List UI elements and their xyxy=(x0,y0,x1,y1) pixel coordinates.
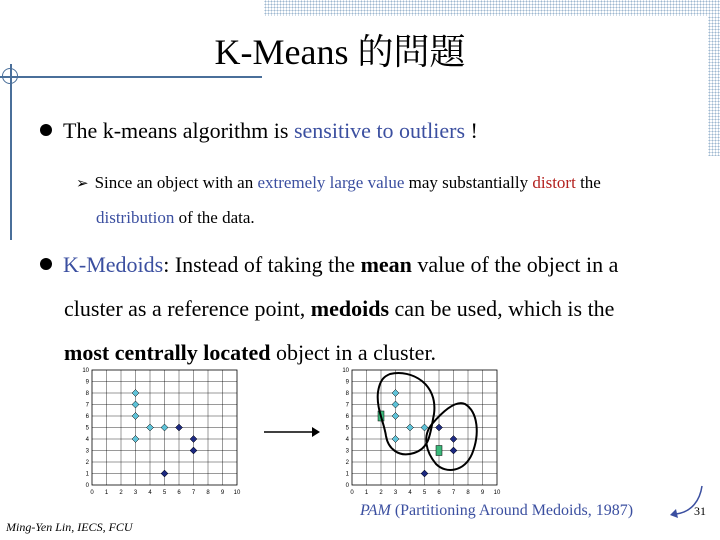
x-tick-label: 0 xyxy=(350,490,354,496)
x-tick-label: 1 xyxy=(364,490,369,496)
y-tick-label: 1 xyxy=(345,471,349,478)
bullet-1-pre: The k-means algorithm is xyxy=(63,118,294,143)
y-tick-label: 10 xyxy=(82,368,89,374)
sub-t3: the xyxy=(575,173,601,192)
x-tick-label: 5 xyxy=(162,490,167,496)
bullet-dot xyxy=(40,124,52,136)
sub-em1: extremely large value xyxy=(257,173,405,192)
y-tick-label: 4 xyxy=(345,437,349,443)
bullet-2-line3b: object in a cluster. xyxy=(270,340,437,365)
bullet-2-line-2 xyxy=(40,287,690,331)
cluster-outlines xyxy=(340,364,540,500)
bullet-2-b2: medoids xyxy=(310,296,390,321)
y-tick-label: 7 xyxy=(85,402,89,409)
arrow-bullet-icon: ➢ xyxy=(76,176,89,192)
figure-caption xyxy=(360,502,633,520)
sub-line-2 xyxy=(76,201,706,235)
y-tick-label: 9 xyxy=(345,379,349,386)
y-tick-label: 2 xyxy=(85,460,89,466)
y-tick-label: 1 xyxy=(85,471,89,478)
sub-t4: of the data. xyxy=(174,208,255,227)
page-number: 31 xyxy=(694,504,706,518)
dotted-side-band xyxy=(708,16,720,156)
x-tick-label: 6 xyxy=(437,490,441,496)
caption-rest: (Partitioning Around Medoids, 1987) xyxy=(390,502,634,519)
x-tick-label: 4 xyxy=(148,490,152,496)
x-tick-label: 6 xyxy=(177,490,181,496)
x-tick-label: 2 xyxy=(119,490,123,496)
y-tick-label: 9 xyxy=(85,379,89,386)
x-tick-label: 10 xyxy=(493,490,501,496)
x-tick-label: 2 xyxy=(379,490,383,496)
y-tick-label: 8 xyxy=(345,391,349,397)
y-tick-label: 3 xyxy=(345,448,349,455)
y-tick-label: 6 xyxy=(85,414,89,420)
left-rule xyxy=(10,64,12,240)
x-tick-label: 4 xyxy=(408,490,412,496)
x-tick-label: 1 xyxy=(104,490,109,496)
bullet-2-b1: mean xyxy=(360,252,412,277)
x-tick-label: 7 xyxy=(451,490,456,496)
x-tick-label: 9 xyxy=(220,490,225,496)
sub-em3: distribution xyxy=(96,208,175,227)
y-tick-label: 10 xyxy=(342,368,349,374)
x-tick-label: 7 xyxy=(191,490,196,496)
caption-pam: PAM xyxy=(360,502,391,519)
sub-t2: may substantially xyxy=(404,173,533,192)
y-tick-label: 5 xyxy=(85,425,89,432)
bullet-dot xyxy=(40,258,52,270)
bullet-2-t2: value of the object in a xyxy=(411,252,619,277)
x-tick-label: 0 xyxy=(90,490,94,496)
transition-arrow xyxy=(262,424,322,440)
y-tick-label: 3 xyxy=(85,448,89,455)
sub-bullet-1 xyxy=(76,166,706,235)
y-tick-label: 6 xyxy=(345,414,349,420)
bullet-2 xyxy=(40,243,690,375)
bullet-2-b3: most centrally located xyxy=(64,340,271,365)
bullet-2-line-1 xyxy=(40,243,690,287)
y-tick-label: 0 xyxy=(85,483,89,489)
x-tick-label: 5 xyxy=(422,490,427,496)
bullet-1-post: ! xyxy=(465,118,478,143)
y-tick-label: 4 xyxy=(85,437,89,443)
bullet-1-emphasis: sensitive to outliers xyxy=(293,118,466,143)
bullet-2-line2a: cluster as a reference point, xyxy=(64,296,311,321)
bullet-2-t1: : Instead of taking the xyxy=(163,252,361,277)
sub-t1: Since an object with an xyxy=(94,173,258,192)
title-rule xyxy=(0,76,262,78)
slide-title: K-Means 的問題 xyxy=(214,32,466,72)
y-tick-label: 5 xyxy=(345,425,349,432)
y-tick-label: 8 xyxy=(85,391,89,397)
scatter-chart-left xyxy=(80,364,250,500)
sub-em2: distort xyxy=(532,173,576,192)
bullet-1 xyxy=(40,116,478,146)
arrow-head xyxy=(312,427,320,437)
x-tick-label: 8 xyxy=(206,490,210,496)
y-tick-label: 2 xyxy=(345,460,349,466)
dotted-header-band xyxy=(264,0,720,16)
x-tick-label: 3 xyxy=(393,490,398,496)
x-tick-label: 8 xyxy=(466,490,470,496)
bullet-2-term: K-Medoids xyxy=(63,252,164,277)
y-tick-label: 7 xyxy=(345,402,349,409)
sub-line-1 xyxy=(76,166,706,201)
y-tick-label: 0 xyxy=(345,483,349,489)
bullet-2-line2b: can be used, which is the xyxy=(389,296,615,321)
x-tick-label: 10 xyxy=(233,490,241,496)
x-tick-label: 9 xyxy=(480,490,485,496)
footer-author: Ming-Yen Lin, IECS, FCU xyxy=(6,520,133,534)
x-tick-label: 3 xyxy=(133,490,138,496)
